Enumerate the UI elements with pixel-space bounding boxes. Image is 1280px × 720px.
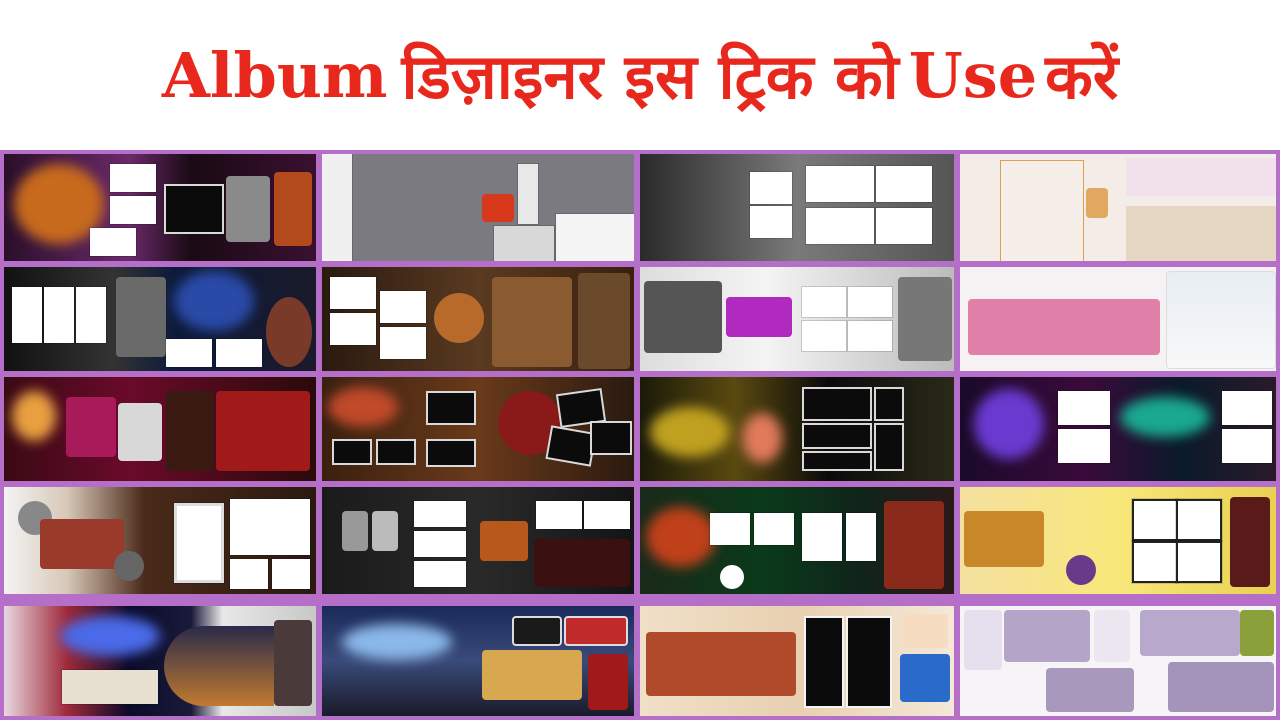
- photo-slot: [230, 559, 268, 589]
- tile-1-3[interactable]: [640, 154, 954, 261]
- tile-5-4[interactable]: [960, 606, 1276, 716]
- tile-3-1[interactable]: [4, 377, 316, 481]
- tile-2-2[interactable]: [322, 267, 634, 371]
- photo-circle: [434, 293, 484, 343]
- pink-panel: [968, 299, 1160, 355]
- photo-slot: [380, 291, 426, 323]
- headline-part-3: Use: [908, 38, 1038, 112]
- photo-slot: [802, 387, 872, 421]
- photo-slot: [848, 287, 892, 317]
- photo-slot: [804, 616, 844, 708]
- photo-slot: [806, 208, 874, 244]
- photo-jewelry: [964, 511, 1044, 567]
- photo-slot: [876, 208, 932, 244]
- photo-slot: [750, 172, 792, 204]
- photo-interior: [166, 391, 214, 471]
- accent-square: [482, 194, 514, 222]
- title-card: [902, 614, 948, 648]
- photo-slot: [44, 287, 74, 343]
- photo-slot: [874, 423, 904, 471]
- tile-4-4[interactable]: [960, 487, 1276, 594]
- panel: [518, 164, 538, 224]
- panel: [322, 154, 352, 261]
- decor-lamp: [12, 391, 56, 441]
- decor-glow: [646, 507, 716, 567]
- photo-slot: [216, 339, 262, 367]
- photo-slot: [512, 616, 562, 646]
- tile-1-2[interactable]: [322, 154, 634, 261]
- photo-portrait: [116, 277, 166, 357]
- photo-slot: [376, 439, 416, 465]
- tile-3-2[interactable]: [322, 377, 634, 481]
- photo-portrait: [372, 511, 398, 551]
- photo-portrait: [342, 511, 368, 551]
- tile-3-4[interactable]: [960, 377, 1276, 481]
- photo-slot: [1222, 429, 1272, 463]
- photo-slot: [536, 501, 582, 529]
- photo-portrait: [266, 297, 312, 367]
- page-headline: [0, 0, 1280, 150]
- tile-4-3[interactable]: [640, 487, 954, 594]
- photo-accent: [726, 297, 792, 337]
- panel: [494, 226, 554, 261]
- photo-slot: [802, 423, 872, 449]
- photo-circle: [1066, 555, 1096, 585]
- photo-portrait: [644, 281, 722, 353]
- photo-slot: [272, 559, 310, 589]
- photo-slot: [806, 166, 874, 202]
- tile-4-2[interactable]: [322, 487, 634, 594]
- photo-slot: [802, 451, 872, 471]
- photo-portrait: [118, 403, 162, 461]
- photo-slot: [846, 616, 892, 708]
- panel: [1000, 160, 1084, 261]
- photo-slot: [802, 287, 846, 317]
- panel: [1004, 610, 1090, 662]
- panel: [1126, 158, 1276, 196]
- photo-palace: [482, 650, 582, 700]
- headline-part-4: करें: [1045, 40, 1119, 113]
- photo-slot: [754, 513, 794, 545]
- tile-2-4[interactable]: [960, 267, 1276, 371]
- panel: [1126, 206, 1276, 261]
- photo-slot: [846, 513, 876, 561]
- photo-panorama: [164, 626, 274, 706]
- panel: [1168, 662, 1274, 712]
- tile-1-1[interactable]: [4, 154, 316, 261]
- photo-portrait: [898, 277, 952, 361]
- photo-portrait: [588, 654, 628, 710]
- tile-5-2[interactable]: [322, 606, 634, 716]
- decor-glow: [174, 271, 254, 331]
- headline-part-1: Album: [161, 38, 388, 112]
- photo-slot: [876, 166, 932, 202]
- photo-slot: [1132, 541, 1178, 583]
- panel: [964, 610, 1002, 670]
- panel: [556, 214, 634, 261]
- photo-slot: [414, 561, 466, 587]
- photo-slot: [1058, 391, 1110, 425]
- photo-slot: [426, 391, 476, 425]
- photo-slot: [110, 164, 156, 192]
- photo-slot: [590, 421, 632, 455]
- photo-portrait: [1230, 497, 1270, 587]
- photo-slot: [848, 321, 892, 351]
- panel: [1140, 610, 1240, 656]
- photo-interior: [216, 391, 310, 471]
- photo-slot: [332, 439, 372, 465]
- tile-5-3[interactable]: [640, 606, 954, 716]
- photo-circle: [114, 551, 144, 581]
- decor-glow: [328, 387, 398, 427]
- photo-slot: [230, 499, 310, 555]
- tile-5-1[interactable]: [4, 606, 316, 716]
- decor-glow: [650, 407, 730, 457]
- photo-portrait: [274, 620, 312, 706]
- panel: [1046, 668, 1134, 712]
- photo-slot: [330, 277, 376, 309]
- photo-portrait: [40, 519, 124, 569]
- photo-slot: [802, 513, 842, 561]
- photo-slot: [330, 313, 376, 345]
- photo-interior: [66, 397, 116, 457]
- panel: [1094, 610, 1130, 662]
- headline-part-2: डिज़ाइनर इस ट्रिक को: [401, 40, 899, 113]
- photo-slot: [1176, 499, 1222, 541]
- photo-slot: [426, 439, 476, 467]
- photo-slot: [166, 339, 212, 367]
- photo-slot: [110, 196, 156, 224]
- photo-slot: [1132, 499, 1178, 541]
- photo-panel: [534, 539, 630, 587]
- photo-sweets: [646, 632, 796, 696]
- photo-slot: [164, 184, 224, 234]
- photo-slot: [750, 206, 792, 238]
- tile-4-1[interactable]: [4, 487, 316, 594]
- photo-portrait: [226, 176, 270, 242]
- photo-slot: [802, 321, 846, 351]
- accent-panel: [1240, 610, 1274, 656]
- photo-slot: [564, 616, 628, 646]
- photo-portrait: [492, 277, 572, 367]
- photo-slot: [414, 501, 466, 527]
- tile-2-3[interactable]: [640, 267, 954, 371]
- photo-slot: [62, 670, 158, 704]
- decor-flower: [720, 565, 744, 589]
- decor-lights: [60, 616, 160, 656]
- accent-square: [1086, 188, 1108, 218]
- photo-slot: [1058, 429, 1110, 463]
- photo-slot: [710, 513, 750, 545]
- photo-slot: [174, 503, 224, 583]
- photo-portrait: [578, 273, 630, 369]
- photo-slot: [414, 531, 466, 557]
- photo-portrait: [884, 501, 944, 589]
- tile-2-1[interactable]: [4, 267, 316, 371]
- photo-bride: [480, 521, 528, 561]
- decor-ganesha: [974, 389, 1044, 459]
- photo-slot: [12, 287, 42, 343]
- photo-accent: [900, 654, 950, 702]
- photo-slot: [874, 387, 904, 421]
- photo-slot: [90, 228, 136, 256]
- photo-portrait: [274, 172, 312, 246]
- photo-slot: [380, 327, 426, 359]
- tile-3-3[interactable]: [640, 377, 954, 481]
- photo-slot: [76, 287, 106, 343]
- decor-palace: [342, 624, 452, 660]
- photo-slot: [1176, 541, 1222, 583]
- decor-stage: [1120, 397, 1210, 437]
- photo-slot: [584, 501, 630, 529]
- decor-glow: [742, 413, 782, 463]
- album-template-grid: [0, 150, 1280, 720]
- tile-1-4[interactable]: [960, 154, 1276, 261]
- photo-slot: [1222, 391, 1272, 425]
- photo-interior: [1166, 271, 1276, 369]
